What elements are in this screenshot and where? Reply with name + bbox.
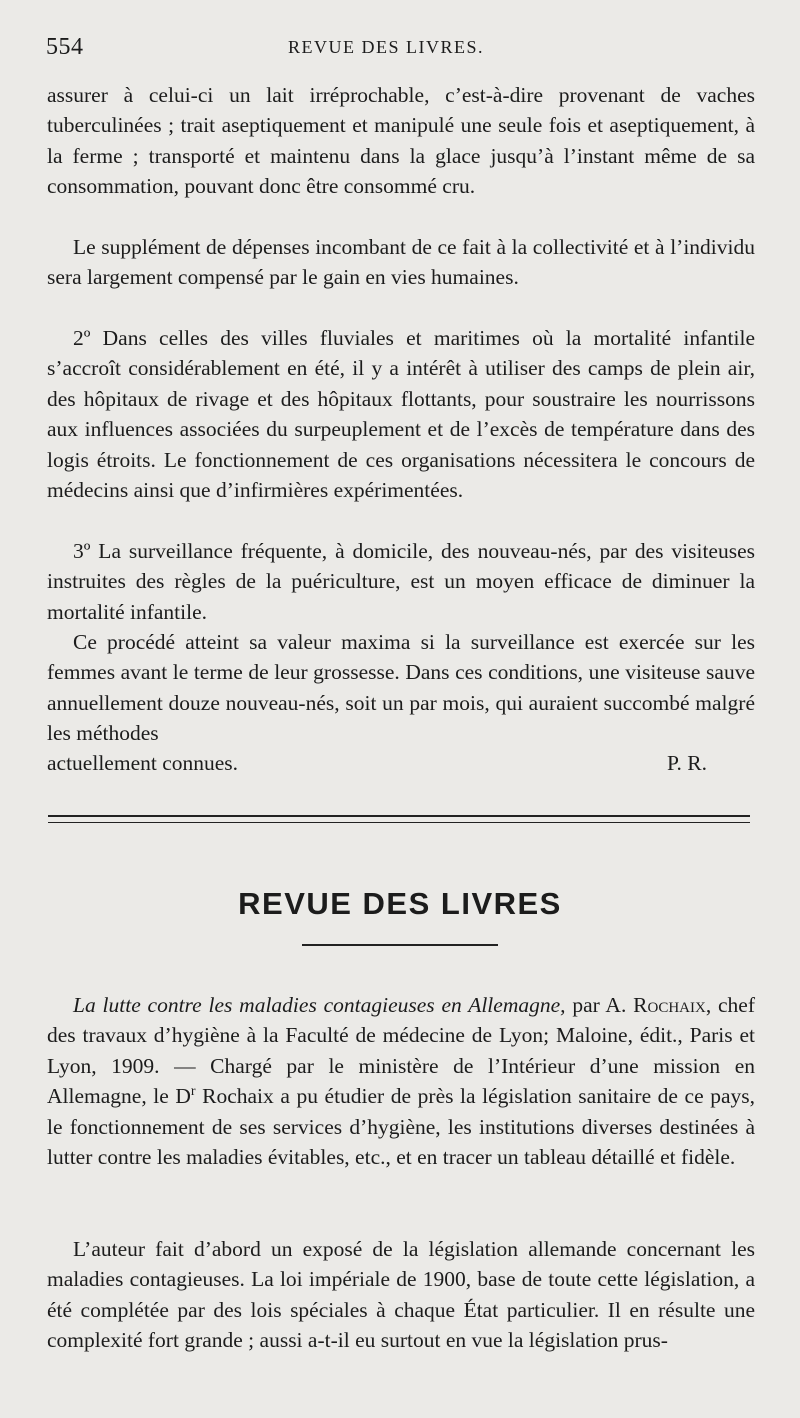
review-paragraph-1 bbox=[47, 990, 755, 1172]
paragraph-procedure: Ce procédé atteint sa valeur maxima si la surveillance est exercée sur les femmes avant le terme de leur grossesse. Dans ces conditions, une visiteuse sauve annuellement douze nouveau-nés, soit un par mois, qui auraient succombé malgré les méthodes bbox=[47, 630, 755, 746]
dr-superscript: r bbox=[190, 1084, 196, 1100]
closing-text: actuellement connues. bbox=[47, 751, 239, 775]
par-text: par A. bbox=[572, 993, 627, 1017]
running-title: REVUE DES LIVRES. bbox=[288, 37, 484, 57]
page-header bbox=[46, 34, 756, 70]
paragraph-milk: assurer à celui-ci un lait irréprochable, c’est-à-dire provenant de vaches tuberculinées ; trait aseptiquement et manipulé une seule fois et aseptiquement, à la ferme ; transporté et maintenu dans la glace jusqu’à l’instant même de sa consommation, pouvant donc être consommé cru. bbox=[47, 83, 755, 199]
section-title: REVUE DES LIVRES bbox=[238, 886, 562, 921]
review-text-b: Rochaix a pu étudier de près la législation sanitaire de ce pays, le fonctionnement de ses services d’hygiène, les institutions diverses destinées à lutter contre les maladies évitables, etc., et en tracer un tableau détaillé et fidèle. bbox=[47, 1084, 755, 1170]
paragraph-point-3: 3º La surveillance fréquente, à domicile, des nouveau-nés, par des visiteuses instruites des règles de la puériculture, est un moyen efficace de diminuer la mortalité infantile. bbox=[47, 539, 755, 624]
review-paragraph-2: L’auteur fait d’abord un exposé de la législation allemande concernant les maladies contagieuses. La loi impériale de 1900, base de toute cette législation, a été complétée par des lois spéciales à chaque État particulier. Il en résulte une complexité fort grande ; aussi a-t-il eu surtout en vue la législation prus- bbox=[47, 1237, 755, 1353]
page-number: 554 bbox=[46, 34, 84, 60]
section-divider bbox=[48, 815, 750, 823]
author-signature: P. R. bbox=[666, 751, 707, 775]
book-author: Rochaix bbox=[633, 993, 706, 1017]
paragraph-expenses: Le supplément de dépenses incombant de ce fait à la collectivité et à l’individu sera largement compensé par le gain en vies humaines. bbox=[47, 235, 755, 290]
title-underline bbox=[302, 944, 498, 946]
paragraph-point-2: 2º Dans celles des villes fluviales et maritimes où la mortalité infantile s’accroît considérablement en été, il y a intérêt à utiliser des camps de plein air, des hôpitaux de rivage et des hôpitaux flottants, pour soustraire les nourrissons aux influences associées du surpeuplement et de l’excès de température dans des logis étroits. Le fonctionnement de ces organisations nécessitera le concours de médecins ainsi que d’infirmières expérimentées. bbox=[47, 326, 755, 503]
review-text-a: , chef des travaux d’hygiène à la Faculté de médecine de Lyon; Maloine, édit., Paris et Lyon, 1909. — Chargé par le ministère de l’Intérieur d’une mission en Allemagne, le D bbox=[47, 993, 755, 1109]
book-title: La lutte contre les maladies contagieuses en Allemagne, bbox=[73, 993, 566, 1017]
